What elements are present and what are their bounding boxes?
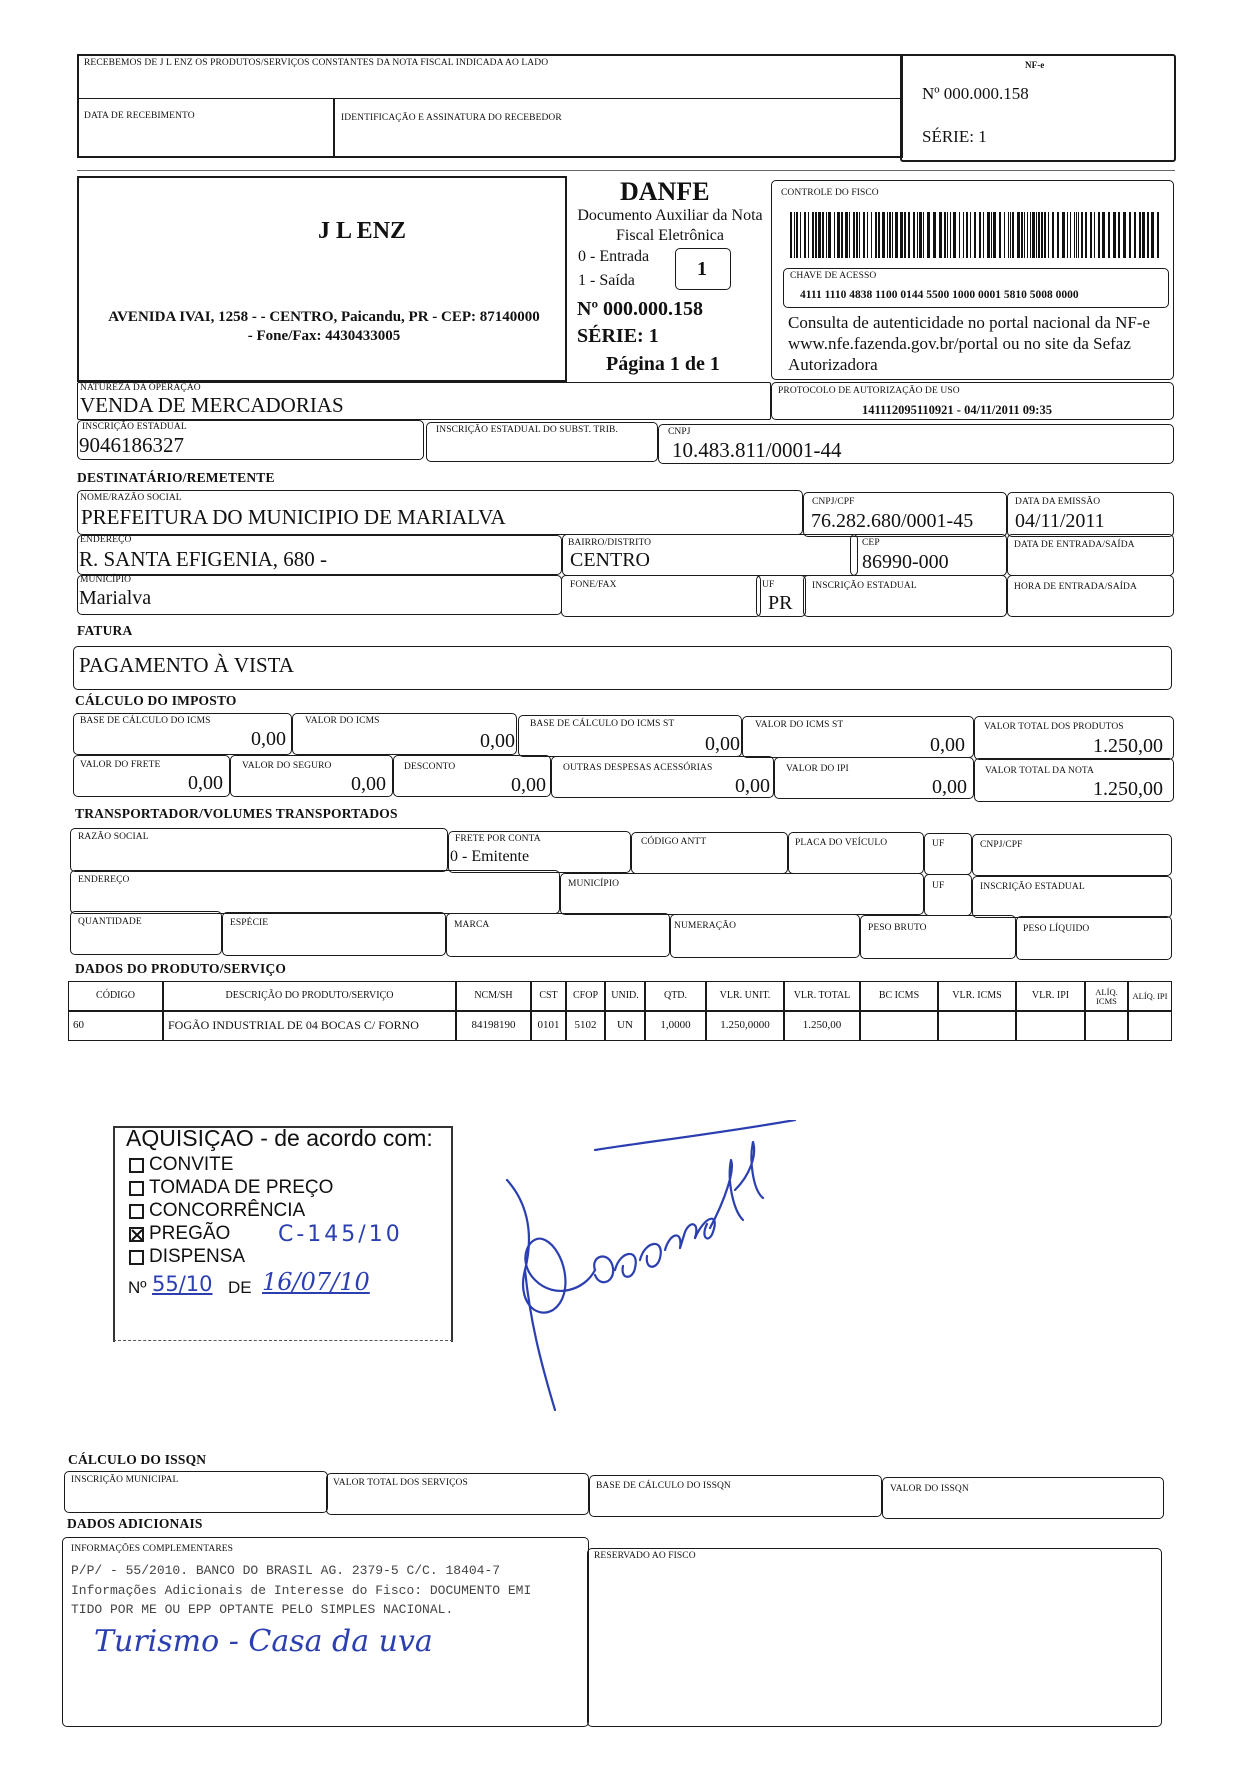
cell-unid: UN xyxy=(605,1010,645,1041)
barcode-bar xyxy=(834,212,835,258)
stamp-checkbox xyxy=(129,1158,144,1173)
barcode-bar xyxy=(1113,212,1116,258)
barcode-bar xyxy=(800,212,801,258)
especie-label: ESPÉCIE xyxy=(230,918,269,928)
barcode-bar xyxy=(1102,212,1105,258)
chave-label: CHAVE DE ACESSO xyxy=(790,271,877,281)
recebemos-text: RECEBEMOS DE J L ENZ OS PRODUTOS/SERVIÇOS CONSTANTES DA NOTA FISCAL INDICADA AO LADO xyxy=(84,58,549,68)
consulta-text: Consulta de autenticidade no portal nacional da NF-e www.nfe.fazenda.gov.br/portal ou no site da Sefaz Autorizadora xyxy=(788,313,1151,374)
frete: 0,00 xyxy=(188,772,223,794)
barcode-bar xyxy=(917,212,918,258)
dest-nome: PREFEITURA DO MUNICIPIO DE MARIALVA xyxy=(81,505,506,529)
transp-uf-label: UF xyxy=(932,839,945,849)
info-label: INFORMAÇÕES COMPLEMENTARES xyxy=(71,1544,234,1554)
barcode-bar xyxy=(950,212,951,258)
canhoto-divider xyxy=(77,98,903,99)
header-ncm: NCM/SH xyxy=(456,981,531,1012)
canhoto-numero: Nº 000.000.158 xyxy=(922,84,1029,103)
cell-cst: 0101 xyxy=(531,1010,566,1041)
dest-ie-label: INSCRIÇÃO ESTADUAL xyxy=(812,581,917,591)
info-handwritten: Turismo - Casa da uva xyxy=(94,1624,433,1659)
ie-value: 9046186327 xyxy=(79,433,184,457)
emitente-nome: J L ENZ xyxy=(318,218,407,244)
natureza-label: NATUREZA DA OPERAÇÃO xyxy=(80,383,201,393)
barcode-bar xyxy=(1147,212,1149,258)
peso-bruto-label: PESO BRUTO xyxy=(868,923,927,933)
reservado-label: RESERVADO AO FISCO xyxy=(594,1551,696,1561)
barcode-bar xyxy=(1010,212,1011,258)
barcode-bar xyxy=(826,212,827,258)
stamp-item-label: PREGÃO xyxy=(149,1223,231,1244)
signature-scribble xyxy=(495,1120,815,1420)
transp-municipio-label: MUNICÍPIO xyxy=(568,879,620,889)
dest-cnpj-label: CNPJ/CPF xyxy=(812,497,855,507)
cep-value: 86990-000 xyxy=(862,551,949,573)
cell-vlr-total: 1.250,00 xyxy=(784,1010,860,1041)
barcode-bar xyxy=(859,212,860,258)
barcode-bar xyxy=(1032,212,1035,258)
cep-label: CEP xyxy=(862,538,880,548)
barcode-bar xyxy=(1062,212,1065,258)
barcode-bar xyxy=(892,212,893,258)
desconto: 0,00 xyxy=(511,774,546,796)
outras: 0,00 xyxy=(735,775,770,797)
barcode-bar xyxy=(1057,212,1059,258)
stamp-checkbox xyxy=(129,1204,144,1219)
barcode-bar xyxy=(908,212,910,258)
produtos-section: DADOS DO PRODUTO/SERVIÇO xyxy=(75,961,287,976)
barcode-bar xyxy=(999,212,1001,258)
frete-conta: 0 - Emitente xyxy=(450,848,530,865)
dest-uf: PR xyxy=(768,592,793,614)
cell-bc-icms xyxy=(860,1010,938,1041)
natureza-value: VENDA DE MERCADORIAS xyxy=(80,393,344,417)
barcode-bar xyxy=(966,212,968,258)
barcode-bar xyxy=(1044,212,1046,258)
cnpj-value: 10.483.811/0001-44 xyxy=(672,438,842,462)
barcode-bar xyxy=(849,212,850,258)
desconto-label: DESCONTO xyxy=(404,762,456,772)
header-cfop: CFOP xyxy=(566,981,605,1012)
emissao-label: DATA DA EMISSÃO xyxy=(1015,497,1101,507)
canhoto-box xyxy=(77,54,903,158)
valor-st: 0,00 xyxy=(930,734,965,756)
barcode-bar xyxy=(1024,212,1025,258)
bairro-value: CENTRO xyxy=(570,549,650,571)
danfe-pagina: Página 1 de 1 xyxy=(606,353,720,375)
header-vlr-unit: VLR. UNIT. xyxy=(706,981,784,1012)
barcode-bar xyxy=(837,212,840,258)
barcode-bar xyxy=(1108,212,1110,258)
outras-label: OUTRAS DESPESAS ACESSÓRIAS xyxy=(563,763,713,773)
cut-line xyxy=(77,170,1175,171)
barcode-bar xyxy=(933,212,936,258)
stamp-numero: 55/10 xyxy=(152,1272,213,1296)
ipi: 0,00 xyxy=(932,776,967,798)
cell-vlr-icms xyxy=(938,1010,1016,1041)
barcode-bar xyxy=(882,212,885,258)
barcode-bar xyxy=(979,212,981,258)
barcode-bar xyxy=(1090,212,1092,258)
header-aliq-ipi: ALÍQ. IPI xyxy=(1128,981,1172,1012)
base-issqn-label: BASE DE CÁLCULO DO ISSQN xyxy=(596,1481,731,1491)
barcode-bar xyxy=(863,212,865,258)
barcode-bar xyxy=(1012,212,1014,258)
barcode-bar xyxy=(1041,212,1043,258)
barcode-bar xyxy=(1142,212,1145,258)
danfe-tipo: 1 xyxy=(697,258,707,280)
protocolo-value: 141112095110921 - 04/11/2011 09:35 xyxy=(862,403,1052,417)
valor-issqn-label: VALOR DO ISSQN xyxy=(890,1484,969,1494)
barcode-bar xyxy=(796,212,798,258)
stamp-item-label: CONVITE xyxy=(149,1154,234,1175)
header-codigo: CÓDIGO xyxy=(68,981,163,1012)
barcode-bar xyxy=(900,212,903,258)
peso-liquido-box xyxy=(1016,916,1172,960)
barcode-bar xyxy=(1134,212,1136,258)
total-produtos: 1.250,00 xyxy=(1093,735,1163,757)
barcode-bar xyxy=(845,212,848,258)
barcode-bar xyxy=(1076,212,1077,258)
base-st-label: BASE DE CÁLCULO DO ICMS ST xyxy=(530,719,675,729)
barcode-bar xyxy=(1048,212,1049,258)
stamp-de-label: DE xyxy=(228,1278,252,1297)
stamp-item-label: TOMADA DE PREÇO xyxy=(149,1177,334,1198)
fatura-value: PAGAMENTO À VISTA xyxy=(79,653,294,677)
valor-st-label: VALOR DO ICMS ST xyxy=(755,720,844,730)
barcode-bar xyxy=(1118,212,1120,258)
municipio-value: Marialva xyxy=(79,587,152,609)
stamp-data: 16/07/10 xyxy=(262,1268,370,1296)
data-recebimento-label: DATA DE RECEBIMENTO xyxy=(84,111,195,121)
barcode-bar xyxy=(944,212,946,258)
barcode-bar xyxy=(887,212,888,258)
header-qtd: QTD. xyxy=(645,981,706,1012)
barcode-bar xyxy=(1008,212,1009,258)
quantidade-label: QUANTIDADE xyxy=(78,917,142,927)
header-vlr-total: VLR. TOTAL xyxy=(784,981,860,1012)
cell-vlr-ipi xyxy=(1016,1010,1085,1041)
barcode-bar xyxy=(993,212,996,258)
ipi-label: VALOR DO IPI xyxy=(786,764,849,774)
im-label: INSCRIÇÃO MUNICIPAL xyxy=(71,1475,179,1485)
valor-icms: 0,00 xyxy=(480,730,515,752)
header-cst: CST xyxy=(531,981,566,1012)
barcode-bar xyxy=(1004,212,1005,258)
info-line1: P/P/ - 55/2010. BANCO DO BRASIL AG. 2379-5 C/C. 18404-7 xyxy=(71,1563,501,1578)
danfe-serie: SÉRIE: 1 xyxy=(577,325,659,347)
barcode-bar xyxy=(1098,212,1100,258)
identificacao-label: IDENTIFICAÇÃO E ASSINATURA DO RECEBEDOR xyxy=(341,113,562,123)
barcode-bar xyxy=(808,212,809,258)
antt-label: CÓDIGO ANTT xyxy=(641,837,707,847)
base-icms-label: BASE DE CÁLCULO DO ICMS xyxy=(80,716,211,726)
dest-cnpj: 76.282.680/0001-45 xyxy=(811,510,974,532)
barcode-bar xyxy=(815,212,817,258)
cell-aliq-ipi xyxy=(1128,1010,1172,1041)
stamp-numero-label: Nº xyxy=(128,1278,147,1297)
frete-conta-label: FRETE POR CONTA xyxy=(455,834,541,844)
transp-endereco-box xyxy=(70,870,560,914)
barcode-bar xyxy=(953,212,956,258)
barcode-bar xyxy=(828,212,831,258)
reservado-box xyxy=(587,1548,1162,1727)
barcode-bar xyxy=(904,212,906,258)
barcode-bar xyxy=(875,212,877,258)
cell-vlr-unit: 1.250,0000 xyxy=(706,1010,784,1041)
cell-codigo: 60 xyxy=(68,1010,163,1041)
barcode-bar xyxy=(991,212,992,258)
cnpj-label: CNPJ xyxy=(668,427,691,437)
barcode-bar xyxy=(812,212,814,258)
barcode-bar xyxy=(1070,212,1071,258)
stamp-pregao-note: C-145/10 xyxy=(278,1222,403,1247)
transp-uf2-label: UF xyxy=(932,881,945,891)
info-line3: TIDO POR ME OU EPP OPTANTE PELO SIMPLES NACIONAL. xyxy=(71,1602,454,1617)
barcode-bar xyxy=(818,212,821,258)
barcode-bar xyxy=(959,212,960,258)
cell-cfop: 5102 xyxy=(566,1010,605,1041)
barcode-bar xyxy=(841,212,843,258)
canhoto-serie: SÉRIE: 1 xyxy=(922,127,987,146)
barcode-bar xyxy=(794,212,795,258)
barcode-bar xyxy=(1139,212,1141,258)
barcode-bar xyxy=(895,212,898,258)
razao-label: RAZÃO SOCIAL xyxy=(78,832,149,842)
cell-aliq-icms xyxy=(1085,1010,1128,1041)
stamp-item-label: CONCORRÊNCIA xyxy=(149,1200,306,1221)
valor-icms-label: VALOR DO ICMS xyxy=(305,716,380,726)
destinatario-section: DESTINATÁRIO/REMETENTE xyxy=(77,470,275,485)
fatura-section: FATURA xyxy=(77,623,133,638)
header-vlr-icms: VLR. ICMS xyxy=(938,981,1016,1012)
barcode-bar xyxy=(822,212,824,258)
stamp-item-label: DISPENSA xyxy=(149,1246,246,1267)
barcode-bar xyxy=(1129,212,1131,258)
dest-nome-label: NOME/RAZÃO SOCIAL xyxy=(80,493,182,503)
protocolo-label: PROTOCOLO DE AUTORIZAÇÃO DE USO xyxy=(778,386,960,396)
stamp-checkbox xyxy=(129,1227,144,1242)
nfe-label: NF-e xyxy=(1025,60,1045,70)
seguro-label: VALOR DO SEGURO xyxy=(242,761,332,771)
barcode-bar xyxy=(1151,212,1154,258)
emitente-box xyxy=(77,176,567,382)
barcode-bar xyxy=(878,212,880,258)
barcode-bar xyxy=(1081,212,1083,258)
emissao-value: 04/11/2011 xyxy=(1015,510,1105,532)
barcode-bar xyxy=(983,212,984,258)
controle-label: CONTROLE DO FISCO xyxy=(781,188,879,198)
total-servicos-label: VALOR TOTAL DOS SERVIÇOS xyxy=(333,1478,468,1488)
transp-endereco-label: ENDEREÇO xyxy=(78,875,130,885)
placa-label: PLACA DO VEÍCULO xyxy=(795,838,888,848)
transportador-section: TRANSPORTADOR/VOLUMES TRANSPORTADOS xyxy=(75,806,398,821)
barcode-bar xyxy=(923,212,924,258)
barcode-bar xyxy=(919,212,922,258)
danfe-title: DANFE xyxy=(620,177,710,206)
chave-value: 4111 1110 4838 1100 0144 5500 1000 0001 5810 5008 0000 xyxy=(800,289,1079,301)
barcode-bar xyxy=(1038,212,1040,258)
cell-ncm: 84198190 xyxy=(456,1010,531,1041)
barcode-bar xyxy=(939,212,942,258)
base-icms: 0,00 xyxy=(251,728,286,750)
canhoto-vdivider xyxy=(333,98,335,158)
barcode-bar xyxy=(974,212,976,258)
barcode-bar xyxy=(970,212,971,258)
danfe-numero: Nº 000.000.158 xyxy=(577,298,704,320)
stamp-checkbox xyxy=(129,1181,144,1196)
ie-st-label: INSCRIÇÃO ESTADUAL DO SUBST. TRIB. xyxy=(436,425,618,435)
numeracao-label: NUMERAÇÃO xyxy=(674,921,737,931)
transp-cnpj-label: CNPJ/CPF xyxy=(980,840,1023,850)
header-vlr-ipi: VLR. IPI xyxy=(1016,981,1085,1012)
barcode-bar xyxy=(1027,212,1028,258)
dest-endereco: R. SANTA EFIGENIA, 680 - xyxy=(79,547,327,571)
header-bc-icms: BC ICMS xyxy=(860,981,938,1012)
barcode-bar xyxy=(1123,212,1126,258)
emitente-endereco: AVENIDA IVAI, 1258 - - CENTRO, Paicandu, PR - CEP: 87140000 - Fone/Fax: 4430433005 xyxy=(108,309,540,344)
total-nota: 1.250,00 xyxy=(1093,778,1163,800)
barcode-bar xyxy=(867,212,868,258)
dest-endereco-label: ENDEREÇO xyxy=(80,535,132,545)
stamp-bottom-line xyxy=(113,1340,453,1341)
barcode-bar xyxy=(1017,212,1020,258)
entrada-saida-label: DATA DE ENTRADA/SAÍDA xyxy=(1014,540,1135,550)
barcode-bar xyxy=(790,212,792,258)
base-st: 0,00 xyxy=(705,733,740,755)
ie-label: INSCRIÇÃO ESTADUAL xyxy=(82,422,187,432)
header-aliq-icms: ALÍQ. ICMS xyxy=(1085,981,1128,1012)
barcode-bar xyxy=(1067,212,1068,258)
barcode-bar xyxy=(1036,212,1037,258)
barcode-bar xyxy=(913,212,915,258)
barcode-bar xyxy=(927,212,930,258)
barcode-bar xyxy=(1021,212,1023,258)
frete-label: VALOR DO FRETE xyxy=(80,760,161,770)
barcode-bar xyxy=(1074,212,1075,258)
info-line2: Informações Adicionais de Interesse do Fisco: DOCUMENTO EMI xyxy=(71,1583,532,1598)
total-nota-label: VALOR TOTAL DA NOTA xyxy=(985,766,1095,776)
barcode-bar xyxy=(889,212,891,258)
barcode-bar xyxy=(856,212,858,258)
peso-bruto-box xyxy=(860,915,1016,959)
fone-label: FONE/FAX xyxy=(570,580,617,590)
cell-descricao: FOGÃO INDUSTRIAL DE 04 BOCAS C/ FORNO xyxy=(163,1010,456,1041)
barcode-bar xyxy=(987,212,990,258)
dest-uf-label: UF xyxy=(762,580,775,590)
transp-ie-label: INSCRIÇÃO ESTADUAL xyxy=(980,882,1085,892)
marca-label: MARCA xyxy=(454,920,490,930)
danfe-saida: 1 - Saída xyxy=(578,272,635,289)
barcode-bar xyxy=(963,212,964,258)
barcode-bar xyxy=(853,212,855,258)
stamp-checkbox xyxy=(129,1250,144,1265)
seguro: 0,00 xyxy=(351,773,386,795)
imposto-section: CÁLCULO DO IMPOSTO xyxy=(75,693,237,708)
hora-label: HORA DE ENTRADA/SAÍDA xyxy=(1014,582,1137,592)
adicionais-section: DADOS ADICIONAIS xyxy=(67,1516,203,1531)
barcode-bar xyxy=(871,212,872,258)
danfe-subtitle: Documento Auxiliar da Nota Fiscal Eletrônica xyxy=(577,207,763,244)
issqn-section: CÁLCULO DO ISSQN xyxy=(68,1452,207,1467)
barcode-bar xyxy=(1094,212,1095,258)
barcode-bar xyxy=(1030,212,1031,258)
cell-qtd: 1,0000 xyxy=(645,1010,706,1041)
bairro-label: BAIRRO/DISTRITO xyxy=(568,538,652,548)
stamp-title: AQUISIÇAO - de acordo com: xyxy=(126,1125,433,1151)
peso-liquido-label: PESO LÍQUIDO xyxy=(1023,924,1090,934)
barcode xyxy=(790,212,1162,258)
barcode-bar xyxy=(1085,212,1087,258)
barcode-bar xyxy=(804,212,806,258)
barcode-bar xyxy=(947,212,948,258)
barcode-bar xyxy=(1157,212,1159,258)
danfe-entrada: 0 - Entrada xyxy=(578,248,650,265)
header-unid: UNID. xyxy=(605,981,645,1012)
barcode-bar xyxy=(1052,212,1054,258)
header-descricao: DESCRIÇÃO DO PRODUTO/SERVIÇO xyxy=(163,981,456,1012)
total-produtos-label: VALOR TOTAL DOS PRODUTOS xyxy=(984,722,1124,732)
barcode-bar xyxy=(1078,212,1079,258)
municipio-label: MUNICÍPIO xyxy=(80,575,132,585)
